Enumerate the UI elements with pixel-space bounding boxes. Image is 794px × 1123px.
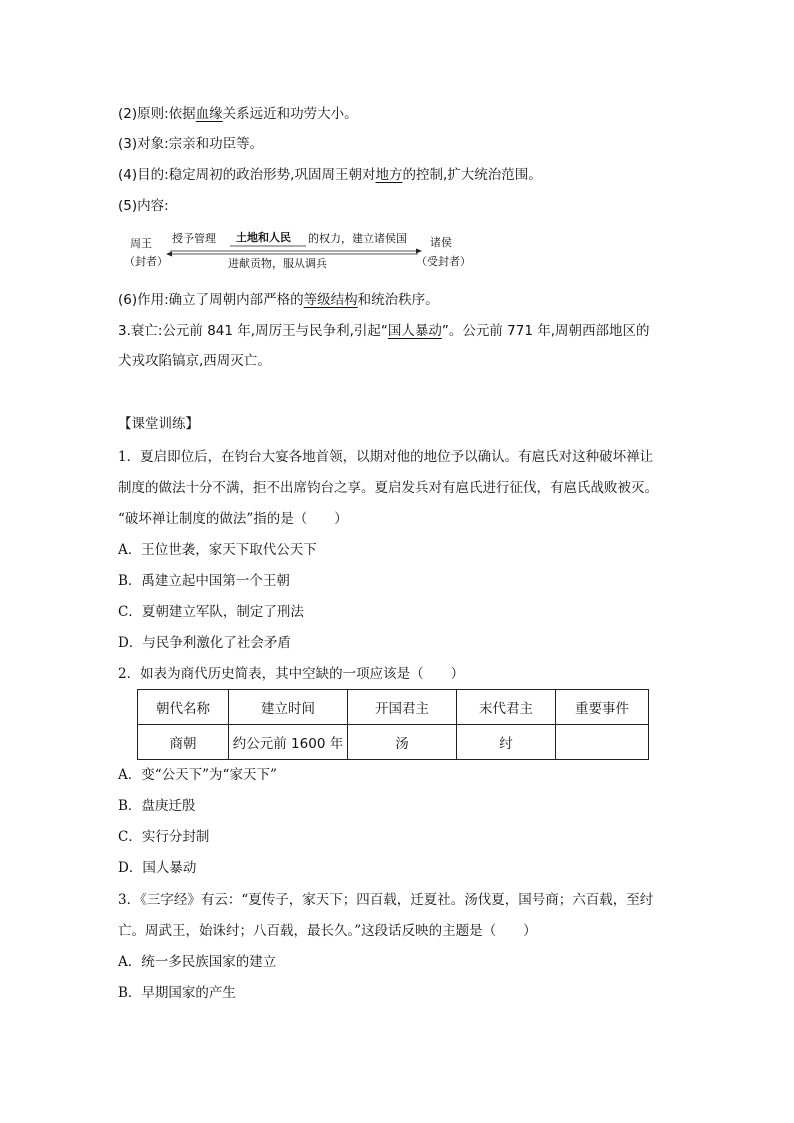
underlined-term: 等级结构: [303, 292, 358, 308]
underlined-term: 血缘: [195, 106, 223, 122]
question-2-stem-line: 2．如表为商代历史简表，其中空缺的一项应该是（ ）: [118, 666, 465, 682]
question-1-option-d[interactable]: D．与民争利激化了社会矛盾: [118, 635, 291, 651]
table-cell: 商朝: [138, 725, 229, 760]
grant-suffix: 的权力，建立诸侯国: [308, 232, 407, 245]
question-1-stem-line: “破坏禅让制度的做法”指的是（ ）: [118, 511, 348, 527]
question-3-option-b[interactable]: B．早期国家的产生: [118, 985, 236, 1001]
question-2-option-a[interactable]: A．变“公天下”为“家天下”: [118, 767, 277, 783]
lord-role: （受封者）: [416, 255, 471, 268]
objects-line: (3)对象:宗亲和功臣等。: [118, 136, 264, 152]
table-header-cell: 末代君主: [457, 690, 556, 725]
question-1-stem-line: 1．夏启即位后，在钧台大宴各地首领，以期对他的地位予以确认。有扈氏对这种破坏禅让: [118, 449, 654, 465]
table-row: [138, 725, 649, 760]
lord-label: 诸侯: [430, 236, 452, 249]
king-label: 周王: [130, 237, 152, 250]
right-arrowhead: [416, 249, 422, 254]
table-cell: 约公元前 1600 年: [229, 725, 348, 760]
section-title: 【课堂训练】: [118, 416, 199, 432]
king-role: （封者）: [124, 255, 168, 268]
question-1-option-b[interactable]: B．禹建立起中国第一个王朝: [118, 573, 290, 589]
underlined-term: 地方: [375, 167, 403, 183]
table-cell-blank: [556, 725, 649, 760]
effect-line: (6)作用:确立了周朝内部严格的等级结构和统治秩序。: [118, 292, 439, 308]
question-3-stem-line: 3．《三字经》有云：“夏传子，家天下；四百载，迁夏社。汤伐夏，国号商；六百载，至纣: [118, 892, 654, 908]
content-label: (5)内容:: [118, 198, 169, 214]
question-1-option-c[interactable]: C．夏朝建立军队，制定了刑法: [118, 604, 304, 620]
question-2-option-c[interactable]: C．实行分封制: [118, 829, 210, 845]
enfeoffment-diagram: [124, 228, 480, 272]
decline-line-2: 犬戎攻陷镐京,西周灭亡。: [118, 353, 271, 369]
table-cell: 纣: [457, 725, 556, 760]
table-cell: 汤: [348, 725, 457, 760]
table-header-cell: 建立时间: [229, 690, 348, 725]
grant-object: 土地和人民: [236, 231, 291, 244]
question-3-stem-line: 亡。周武王，始诛纣；八百载，最长久。”这段话反映的主题是（ ）: [118, 923, 537, 939]
underlined-term: 国人暴动: [387, 323, 442, 339]
tribute-text: 进献贡物，服从调兵: [228, 257, 327, 270]
grant-prefix: 授予管理: [172, 232, 216, 245]
table-header-cell: 重要事件: [556, 690, 649, 725]
question-2-option-b[interactable]: B．盘庚迁殷: [118, 798, 196, 814]
table-header-cell: 开国君主: [348, 690, 457, 725]
question-1-stem-line: 制度的做法十分不满，拒不出席钧台之享。夏启发兵对有扈氏进行征伐，有扈氏战败被灭。: [118, 480, 658, 496]
table-header-row: [138, 690, 649, 725]
shang-dynasty-table: [137, 689, 649, 760]
question-3-option-a[interactable]: A．统一多民族国家的建立: [118, 954, 277, 970]
question-1-option-a[interactable]: A．王位世袭，家天下取代公天下: [118, 542, 317, 558]
purpose-line: (4)目的:稳定周初的政治形势,巩固周王朝对地方的控制,扩大统治范围。: [118, 167, 542, 183]
question-2-option-d[interactable]: D．国人暴动: [118, 860, 197, 876]
decline-line-1: 3.衰亡:公元前 841 年,周厉王与民争利,引起“国人暴动”。公元前 771 年,周朝西部地区的: [118, 323, 650, 339]
principle-line: (2)原则:依据血缘关系远近和功劳大小。: [118, 106, 358, 122]
table-header-cell: 朝代名称: [138, 690, 229, 725]
